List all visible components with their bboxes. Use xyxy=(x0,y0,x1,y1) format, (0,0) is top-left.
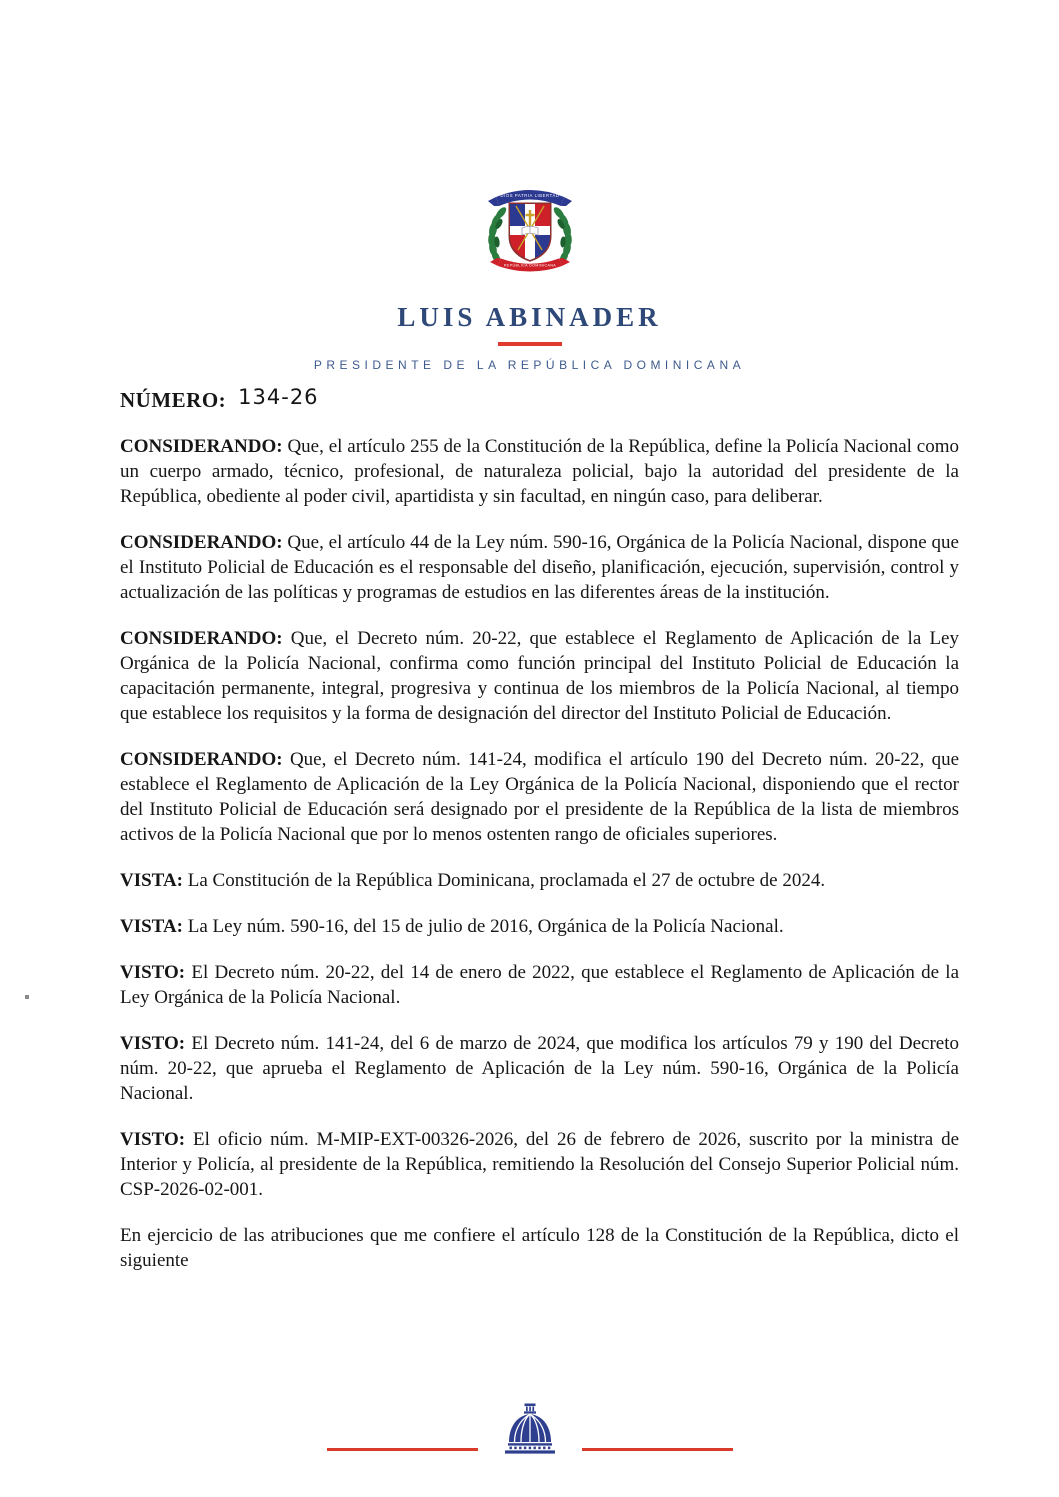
paragraph-lead: CONSIDERANDO: xyxy=(120,628,283,649)
president-title: PRESIDENTE DE LA REPÚBLICA DOMINICANA xyxy=(313,358,746,372)
decree-paragraph xyxy=(120,747,959,847)
decree-paragraph xyxy=(120,914,959,939)
paragraph-lead: VISTO: xyxy=(120,962,186,983)
paragraph-text: El oficio núm. M-MIP-EXT-00326-2026, del 26 de febrero de 2026, suscrito por la ministra de Interior y Policía, al presidente de la República, remitiendo la Resolución del Consejo Superior Policial núm. CSP-2026-02-001. xyxy=(120,1129,960,1200)
paragraph-lead: CONSIDERANDO: xyxy=(120,436,283,457)
paragraph-text: Que, el Decreto núm. 20-22, que establece el Reglamento de Aplicación de la Ley Orgánica de la Policía Nacional, confirma como función principal del Instituto Policial de Educación la capacitación permanente, integral, progresiva y continua de los miembros de la Policía Nacional, al tiempo que establece los requisitos y la forma de designación del director del Instituto Policial de Educación. xyxy=(120,628,959,724)
laurel-branch xyxy=(487,205,507,264)
footer-red-line-right xyxy=(582,1448,733,1451)
decree-number-value: 134-26 xyxy=(238,385,319,409)
decree-paragraph xyxy=(120,1127,959,1202)
paragraph-text: El Decreto núm. 20-22, del 14 de enero de 2022, que establece el Reglamento de Aplicación de la Ley Orgánica de la Policía Nacional. xyxy=(120,962,959,1008)
paragraph-text: El Decreto núm. 141-24, del 6 de marzo de 2024, que modifica los artículos 79 y 190 del Decreto núm. 20-22, que aprueba el Reglamento de Aplicación de la Ley núm. 590-16, Orgánica de la Policía Nacional. xyxy=(120,1033,959,1104)
red-divider-rule xyxy=(498,342,562,346)
paragraph-lead: VISTO: xyxy=(120,1033,186,1054)
palm-branch xyxy=(551,205,571,264)
national-palace-dome-icon xyxy=(501,1402,559,1458)
decree-number-line xyxy=(120,385,959,413)
paragraph-text: Que, el artículo 44 de la Ley núm. 590-16, Orgánica de la Policía Nacional, dispone que el Instituto Policial de Educación es el responsable del diseño, planificación, ejecución, supervisión, control y actualización de las políticas y programas de estudios en las diferentes áreas de la institución. xyxy=(120,532,959,603)
scan-artifact-dot xyxy=(25,995,29,999)
decree-paragraph xyxy=(120,530,959,605)
paragraph-lead: VISTA: xyxy=(120,916,183,937)
decree-paragraph xyxy=(120,434,959,509)
paragraph-lead: VISTA: xyxy=(120,870,183,891)
decree-paragraph xyxy=(120,1031,959,1106)
page-footer xyxy=(0,1402,1059,1458)
coat-top-motto: DIOS PATRIA LIBERTAD xyxy=(500,193,559,198)
paragraph-lead: VISTO: xyxy=(120,1129,186,1150)
coat-bottom-ribbon-text: REPÚBLICA DOMINICANA xyxy=(503,263,556,268)
decree-closing-paragraph xyxy=(120,1223,959,1273)
paragraph-lead: CONSIDERANDO: xyxy=(120,532,283,553)
decree-body xyxy=(120,385,960,1273)
paragraph-text: Que, el Decreto núm. 141-24, modifica el artículo 190 del Decreto núm. 20-22, que establece el Reglamento de Aplicación de la Ley Orgánica de la Policía Nacional, disponiendo que el rector del Instituto Policial de Educación será designado por el presidente de la República de la lista de miembros activos de la Policía Nacional que por lo menos ostenten rango de oficiales superiores. xyxy=(120,749,960,845)
paragraph-text: Que, el artículo 255 de la Constitución de la República, define la Policía Nacional como un cuerpo armado, técnico, profesional, de naturaleza policial, bajo la autoridad del presidente de la República, obediente al poder civil, apartidista y sin facultad, en ningún caso, para deliberar. xyxy=(120,436,959,507)
dominican-coat-of-arms-icon xyxy=(474,180,586,288)
paragraph-text: La Ley núm. 590-16, del 15 de julio de 2016, Orgánica de la Policía Nacional. xyxy=(187,916,784,937)
paragraph-text: En ejercicio de las atribuciones que me confiere el artículo 128 de la Constitución de la República, dicto el siguiente xyxy=(120,1225,959,1271)
decree-number-label: NÚMERO: xyxy=(120,388,227,412)
decree-paragraph xyxy=(120,960,959,1010)
paragraph-text: La Constitución de la República Dominicana, proclamada el 27 de octubre de 2024. xyxy=(187,870,826,891)
shield xyxy=(508,203,551,262)
decree-paragraph xyxy=(120,868,959,893)
decree-paragraph xyxy=(120,626,959,726)
paragraph-lead: CONSIDERANDO: xyxy=(120,749,283,770)
footer-red-line-left xyxy=(327,1448,478,1451)
president-name: LUIS ABINADER xyxy=(397,302,662,332)
